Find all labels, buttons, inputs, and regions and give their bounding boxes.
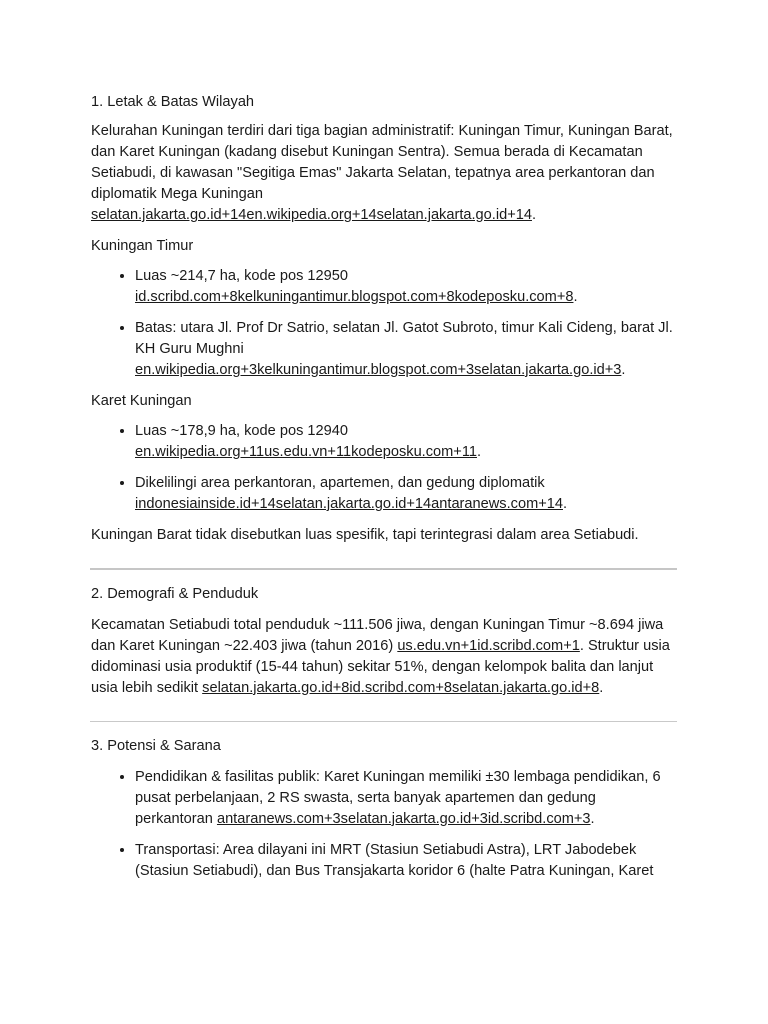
source-link[interactable]: antaranews.com+3selatan.jakarta.go.id+3id.scribd.com+3 bbox=[216, 811, 591, 827]
list-item: • Dikelilingi area perkantoran, apartemen, dan gedung diplomatik indonesiainside.id+14selatan.jakarta.go.id+14antaranews.com+14. bbox=[135, 473, 676, 515]
item-text: Luas ~214,7 ha, kode pos 12950 bbox=[135, 268, 349, 284]
demografi-text-b: Struktur usia didominasi usia produktif (15-44 tahun) sekitar 51%, dengan kelompok balita dan lanjut usia lebih sedikit bbox=[91, 638, 670, 696]
kuningan-timur-title: Kuningan Timur bbox=[91, 238, 194, 254]
source-link[interactable]: selatan.jakarta.go.id+14en.wikipedia.org+14selatan.jakarta.go.id+14 bbox=[91, 207, 532, 223]
source-link[interactable]: us.edu.vn+1id.scribd.com+1 bbox=[397, 638, 580, 654]
section-divider bbox=[90, 568, 677, 570]
intro-text: Kelurahan Kuningan terdiri dari tiga bagian administratif: Kuningan Timur, Kuningan Barat, dan Karet Kuningan (kadang disebut Kuningan Sentra). Semua berada di Kecamatan Setiabudi, di kawasan "Segitiga Emas" Jakarta Selatan, tepatnya area perkantoran dan diplomatik Mega Kuningan bbox=[91, 123, 673, 202]
source-link[interactable]: id.scribd.com+8kelkuningantimur.blogspot.com+8kodeposku.com+8 bbox=[135, 289, 574, 305]
list-item bbox=[135, 840, 676, 882]
kuningan-timur-list bbox=[91, 266, 676, 381]
section-3-heading: 3. Potensi & Sarana bbox=[91, 738, 221, 754]
demografi-text-a: Kecamatan Setiabudi total penduduk ~111.506 jiwa, dengan Kuningan Timur ~8.694 jiwa dan Karet Kuningan ~22.403 jiwa (tahun 2016) bbox=[91, 617, 664, 654]
section-2-body: Kecamatan Setiabudi total penduduk ~111.506 jiwa, dengan Kuningan Timur ~8.694 jiwa dan Karet Kuningan ~22.403 jiwa (tahun 2016) us.edu.vn+1id.scribd.com+1. Struktur usia didominasi usia produktif (15-44 tahun) sekitar 51%, dengan kelompok balita dan lanjut usia lebih sedikit selatan.jakarta.go.id+8id.scribd.com+8selatan.jakarta.go.id+8. bbox=[91, 617, 670, 696]
source-link[interactable]: indonesiainside.id+14selatan.jakarta.go.id+14antaranews.com+14 bbox=[135, 496, 563, 512]
source-link[interactable]: selatan.jakarta.go.id+8id.scribd.com+8selatan.jakarta.go.id+8 bbox=[202, 680, 600, 696]
item-text: Batas: utara Jl. Prof Dr Satrio, selatan Jl. Gatot Subroto, timur Kali Cideng, barat Jl. KH Guru Mughni bbox=[135, 320, 673, 357]
potensi-list bbox=[91, 767, 676, 882]
source-link[interactable]: en.wikipedia.org+11us.edu.vn+11kodeposku.com+11 bbox=[135, 444, 477, 460]
list-item: • Luas ~178,9 ha, kode pos 12940 en.wikipedia.org+11us.edu.vn+11kodeposku.com+11. bbox=[135, 421, 676, 463]
section-divider bbox=[90, 721, 677, 722]
item-text: Transportasi: Area dilayani ini MRT (Stasiun Setiabudi Astra), LRT Jabodebek (Stasiun Setiabudi), dan Bus Transjakarta koridor 6 (halte Patra Kuningan, Karet bbox=[135, 842, 654, 879]
list-item: • Luas ~214,7 ha, kode pos 12950 id.scribd.com+8kelkuningantimur.blogspot.com+8kodeposku.com+8. bbox=[135, 266, 676, 308]
source-link[interactable]: en.wikipedia.org+3kelkuningantimur.blogspot.com+3selatan.jakarta.go.id+3 bbox=[135, 362, 622, 378]
list-item: • Pendidikan & fasilitas publik: Karet Kuningan memiliki ±30 lembaga pendidikan, 6 pusat perbelanjaan, 2 RS swasta, serta banyak apartemen dan gedung perkantoran antaranews.com+3selatan.jakarta.go.id+3id.scribd.com+3. bbox=[135, 767, 676, 830]
item-text: Dikelilingi area perkantoran, apartemen, dan gedung diplomatik bbox=[135, 475, 545, 491]
item-text: Luas ~178,9 ha, kode pos 12940 bbox=[135, 423, 349, 439]
item-text: Pendidikan & fasilitas publik: Karet Kuningan memiliki ±30 lembaga pendidikan, 6 pusat perbelanjaan, 2 RS swasta, serta banyak apartemen dan gedung perkantoran bbox=[135, 769, 661, 827]
karet-kuningan-list bbox=[91, 421, 676, 515]
karet-kuningan-title: Karet Kuningan bbox=[91, 393, 192, 409]
section-1-heading: 1. Letak & Batas Wilayah bbox=[91, 94, 255, 110]
section-2-heading: 2. Demografi & Penduduk bbox=[91, 586, 259, 602]
section-1-intro: Kelurahan Kuningan terdiri dari tiga bagian administratif: Kuningan Timur, Kuningan Barat, dan Karet Kuningan (kadang disebut Kuningan Sentra). Semua berada di Kecamatan Setiabudi, di kawasan "Segitiga Emas" Jakarta Selatan, tepatnya area perkantoran dan diplomatik Mega Kuningan selatan.jakarta.go.id+14en.wikipedia.org+14selatan.jakarta.go.id+14. bbox=[91, 123, 673, 223]
kuningan-barat-note: Kuningan Barat tidak disebutkan luas spesifik, tapi terintegrasi dalam area Setiabudi. bbox=[91, 527, 639, 543]
list-item: • Batas: utara Jl. Prof Dr Satrio, selatan Jl. Gatot Subroto, timur Kali Cideng, barat Jl. KH Guru Mughni en.wikipedia.org+3kelkuningantimur.blogspot.com+3selatan.jakarta.go.id+3. bbox=[135, 318, 676, 381]
